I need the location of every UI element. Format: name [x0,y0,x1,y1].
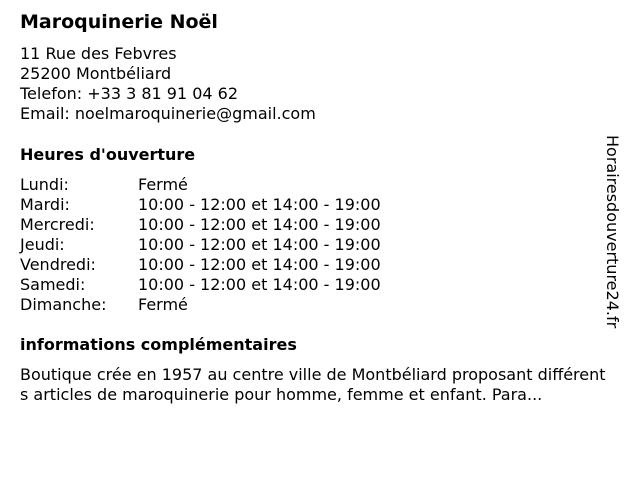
hours-row-dimanche [20,295,610,315]
address-city: 25200 Montbéliard [20,64,172,83]
hours-day-label: Mercredi: [20,215,95,234]
hours-day-label: Jeudi: [20,235,65,254]
hours-row-mardi [20,195,610,215]
hours-row-jeudi [20,235,610,255]
hours-time-value: 10:00 - 12:00 et 14:00 - 19:00 [138,275,381,294]
hours-time-value: 10:00 - 12:00 et 14:00 - 19:00 [138,255,381,274]
hours-time-value: Fermé [138,295,188,314]
business-card [20,10,610,405]
watermark-text: Horairesdouverture24.fr [603,135,622,329]
hours-day-label: Lundi: [20,175,69,194]
hours-row-vendredi [20,255,610,275]
email-line: Email: noelmaroquinerie@gmail.com [20,104,316,123]
hours-day-label: Vendredi: [20,255,96,274]
hours-row-mercredi [20,215,610,235]
address-street: 11 Rue des Febvres [20,44,177,63]
hours-time-value: 10:00 - 12:00 et 14:00 - 19:00 [138,215,381,234]
info-description: Boutique crée en 1957 au centre ville de Montbéliard proposant différents articles de maroquinerie pour homme, femme et enfant. Para... [20,365,606,404]
hours-time-value: Fermé [138,175,188,194]
hours-time-value: 10:00 - 12:00 et 14:00 - 19:00 [138,235,381,254]
hours-row-samedi [20,275,610,295]
business-name: Maroquinerie Noël [20,11,218,33]
phone-line: Telefon: +33 3 81 91 04 62 [20,84,239,103]
hours-table [20,175,610,315]
site-watermark [600,135,640,345]
hours-day-label: Mardi: [20,195,70,214]
hours-row-lundi [20,175,610,195]
hours-heading: Heures d'ouverture [20,145,196,164]
hours-day-label: Samedi: [20,275,86,294]
hours-time-value: 10:00 - 12:00 et 14:00 - 19:00 [138,195,381,214]
hours-day-label: Dimanche: [20,295,107,314]
info-heading: informations complémentaires [20,335,297,354]
